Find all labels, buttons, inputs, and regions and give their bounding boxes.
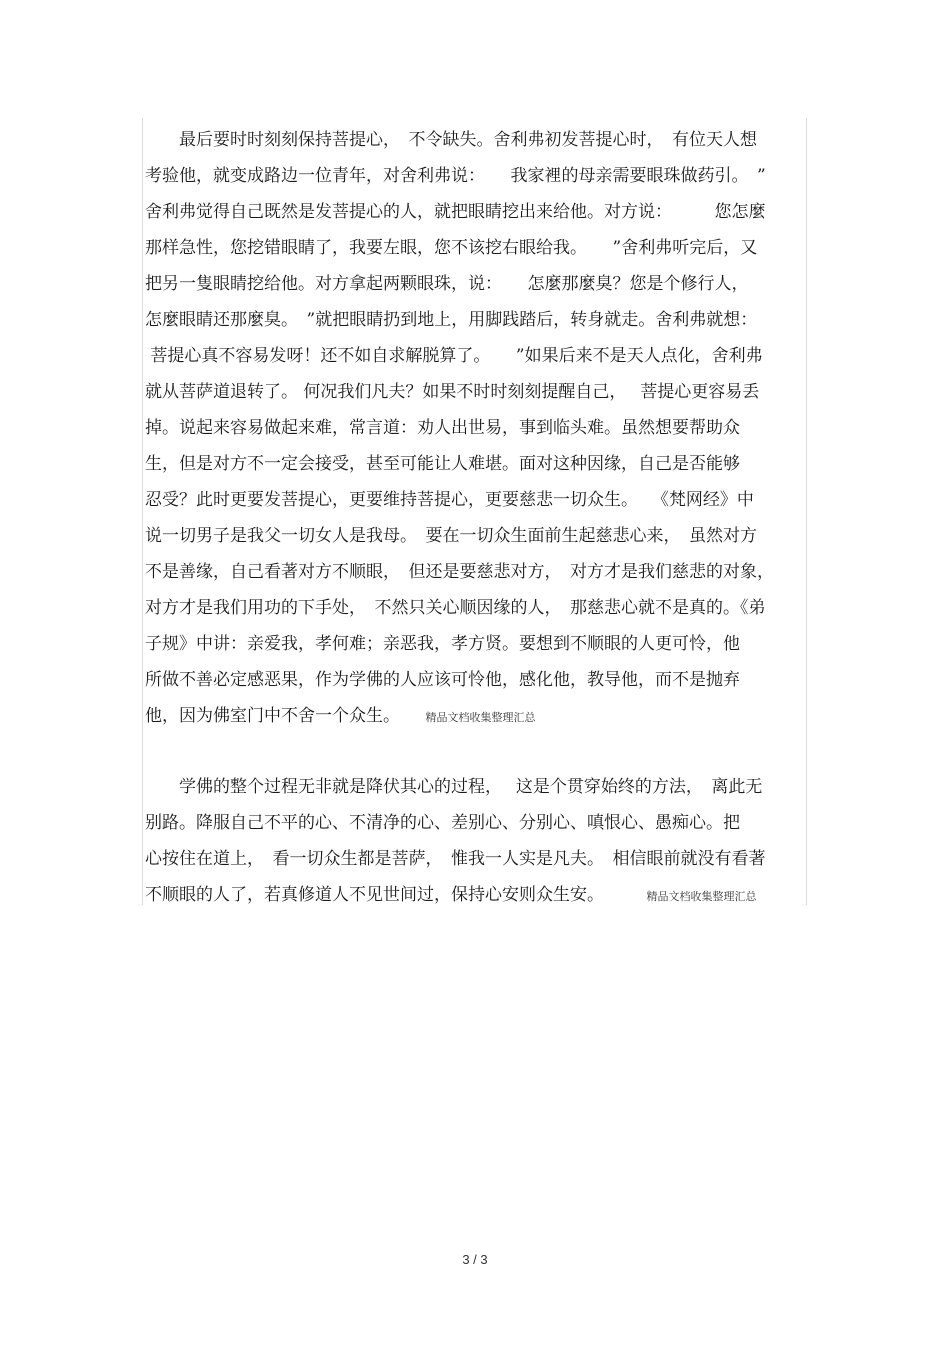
text-line: 把另一隻眼睛挖给他。对方拿起两颗眼珠，说： 怎麼那麼臭？您是个修行人， (145, 274, 749, 294)
page-number: 3 / 3 (462, 1252, 488, 1267)
text-line: 对方才是我们用功的下手处， 不然只关心顺因缘的人， 那慈悲心就不是真的。《弟 (145, 598, 766, 618)
text-line: 所做不善必定感恶果，作为学佛的人应该可怜他，感化他，教导他，而不是抛弃 (145, 670, 740, 690)
text-line: 那样急性，您挖错眼睛了，我要左眼，您不该挖右眼给我。 ”舍利弗听完后，又 (145, 238, 758, 258)
text-line: 学佛的整个过程无非就是降伏其心的过程， 这是个贯穿始终的方法， 离此无 (145, 777, 763, 797)
text-line: 说一切男子是我父一切女人是我母。 要在一切众生面前生起慈悲心来， 虽然对方 (145, 526, 757, 546)
text-line: 子规》中讲：亲爱我，孝何难；亲恶我，孝方贤。要想到不顺眼的人更可怜，他 (145, 634, 740, 654)
text-line-last (145, 877, 805, 913)
text-line: 掉。说起来容易做起来难，常言道：劝人出世易，事到临头难。虽然想要帮助众 (145, 418, 740, 438)
text-line: 考验他，就变成路边一位青年，对舍利弗说： 我家裡的母亲需要眼珠做药引。 ” (145, 166, 766, 186)
text-line: 菩提心真不容易发呀！还不如自求解脱算了。 ”如果后来不是天人点化，舍利弗 (145, 346, 763, 366)
text-line: 忍受？此时更要发菩提心，更要维持菩提心，更要慈悲一切众生。 《梵网经》中 (145, 490, 754, 510)
text-line: 最后要时时刻刻保持菩提心， 不令缺失。舍利弗初发菩提心时， 有位天人想 (145, 130, 757, 150)
text-line: 生，但是对方不一定会接受，甚至可能让人难堪。面对这种因缘，自己是否能够 (145, 454, 740, 474)
text-line: 舍利弗觉得自己既然是发菩提心的人，就把眼睛挖出来给他。对方说： 您怎麼 (145, 202, 766, 222)
text-line: 他，因为佛室门中不舍一个众生。 (145, 706, 392, 726)
text-line: 不是善缘，自己看著对方不顺眼， 但还是要慈悲对方， 对方才是我们慈悲的对象， (145, 562, 774, 582)
text-line: 心按住在道上， 看一切众生都是菩萨， 惟我一人实是凡夫。 相信眼前就没有看著 (145, 849, 766, 869)
text-line: 就从菩萨道退转了。 何况我们凡夫？如果不时时刻刻提醒自己， 菩提心更容易丢 (145, 382, 760, 402)
text-line: 不顺眼的人了，若真修道人不见世间过，保持心安则众生安。 (145, 885, 596, 905)
text-line-last (145, 698, 805, 734)
collection-note: 精品文档收集整理汇总 (425, 711, 536, 724)
text-line: 别路。降服自己不平的心、不清净的心、差别心、分别心、嗔恨心、愚痴心。把 (145, 813, 740, 833)
collection-note: 精品文档收集整理汇总 (646, 890, 757, 903)
text-line: 怎麼眼睛还那麼臭。 ”就把眼睛扔到地上，用脚践踏后，转身就走。舍利弗就想： (145, 310, 758, 330)
